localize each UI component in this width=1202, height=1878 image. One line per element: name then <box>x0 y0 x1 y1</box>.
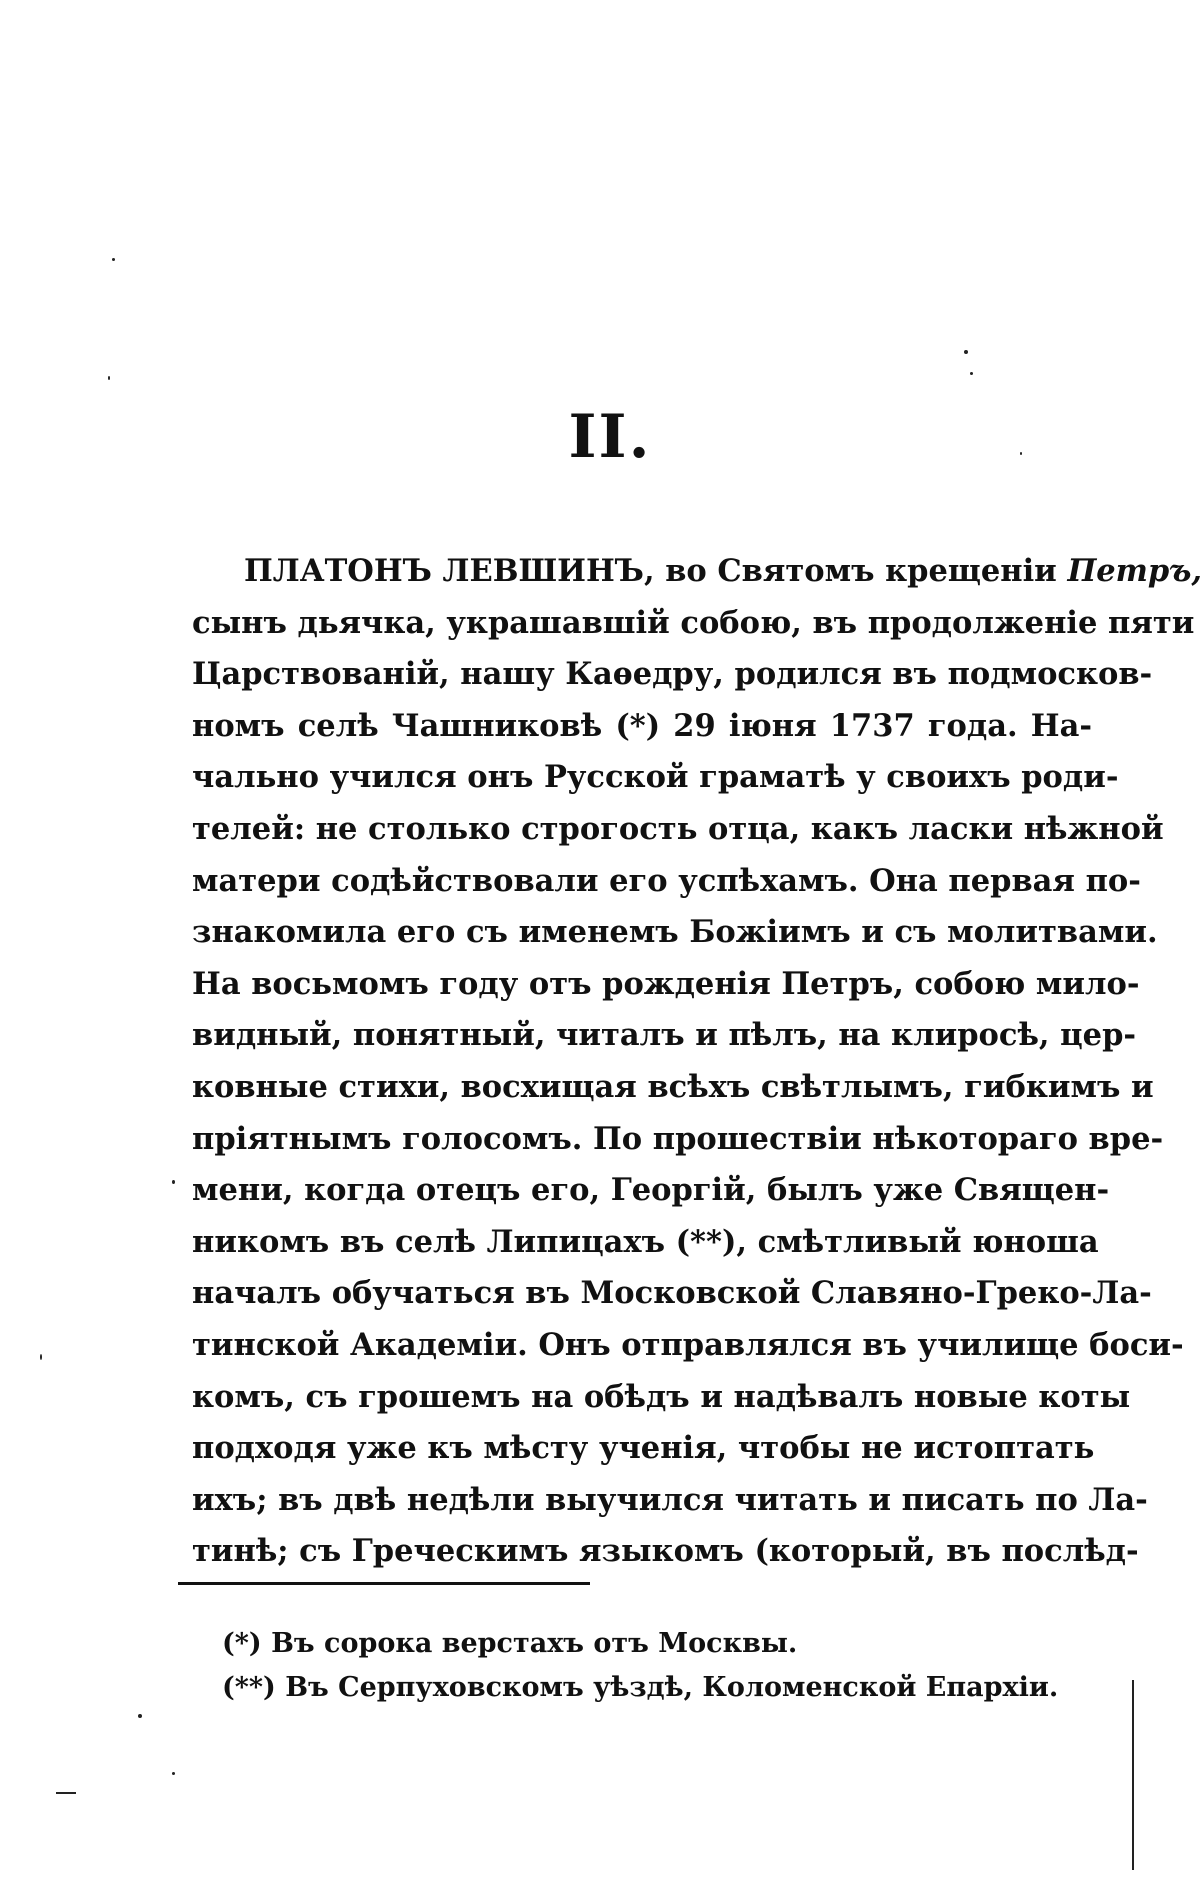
scan-speck <box>40 1354 42 1360</box>
scan-speck <box>138 1714 142 1718</box>
italic-name: Петръ, <box>1067 553 1202 589</box>
scan-speck <box>112 258 115 261</box>
text-line: сынъ дьячка, украшавшій собою, въ продолженіе пяти <box>192 604 1195 641</box>
chapter-number: II. <box>568 402 652 472</box>
scan-speck <box>964 350 968 354</box>
text-line: пріятнымъ голосомъ. По прошествіи нѣкотораго вре- <box>192 1120 1164 1157</box>
text-line: ихъ; въ двѣ недѣли выучился читать и писать по Ла- <box>192 1481 1148 1518</box>
scan-speck <box>172 1180 175 1184</box>
footnote-1: (*) Въ сорока верстахъ отъ Москвы. <box>222 1628 798 1659</box>
text-line: мени, когда отецъ его, Георгій, былъ уже Священ- <box>192 1172 1110 1209</box>
text-line: тинѣ; съ Греческимъ языкомъ (который, въ послѣд- <box>192 1533 1139 1570</box>
text-line: началъ обучаться въ Московской Славяно-Греко-Ла- <box>192 1275 1152 1312</box>
text-line: тинской Академіи. Онъ отправлялся въ училище боси- <box>192 1326 1184 1363</box>
text-line: чально учился онъ Русской граматѣ у своихъ роди- <box>192 759 1119 796</box>
footnote-divider <box>178 1582 590 1585</box>
scan-speck <box>1020 452 1022 455</box>
text-line: никомъ въ селѣ Липицахъ (**), смѣтливый юноша <box>192 1223 1099 1260</box>
footnote-2: (**) Въ Серпуховскомъ уѣздѣ, Коломенской Епархіи. <box>222 1672 1059 1703</box>
text-line: ПЛАТОНЪ ЛЕВШИНЪ, во Святомъ крещеніи Петръ, <box>244 553 1202 589</box>
scan-speck <box>108 376 110 380</box>
text-line: комъ, съ грошемъ на обѣдъ и надѣвалъ новые коты <box>192 1378 1131 1415</box>
text-line: телей: не столько строгость отца, какъ ласки нѣжной <box>192 810 1164 847</box>
text-line: номъ селѣ Чашниковѣ (*) 29 іюня 1737 года. На- <box>192 707 1092 744</box>
scan-edge-line <box>56 1792 76 1794</box>
text-line: матери содѣйствовали его успѣхамъ. Она первая по- <box>192 862 1141 899</box>
text-line: На восьмомъ году отъ рожденія Петръ, собою мило- <box>192 965 1140 1002</box>
scan-edge-line <box>1132 1680 1134 1870</box>
text-line: подходя уже къ мѣсту ученія, чтобы не истоптать <box>192 1430 1095 1467</box>
text-line: Царствованій, нашу Каѳедру, родился въ подмосков- <box>192 656 1153 693</box>
text-line: знакомила его съ именемъ Божіимъ и съ молитвами. <box>192 914 1158 951</box>
body-paragraph <box>192 546 1202 1578</box>
scan-speck <box>970 372 973 375</box>
text-line: видный, понятный, читалъ и пѣлъ, на клиросѣ, цер- <box>192 1017 1137 1054</box>
footnotes <box>222 1622 1082 1710</box>
scan-speck <box>172 1772 175 1775</box>
text-line: ковные стихи, восхищая всѣхъ свѣтлымъ, гибкимъ и <box>192 1068 1154 1105</box>
